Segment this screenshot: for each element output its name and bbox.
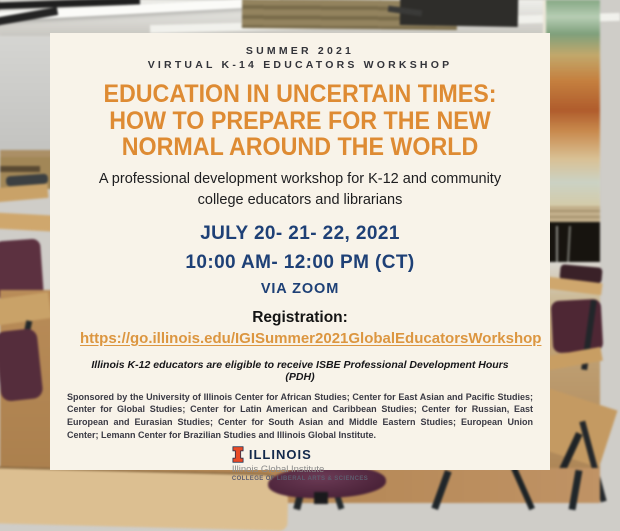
registration-label: Registration: <box>252 308 348 326</box>
eyebrow-season: SUMMER 2021 <box>245 45 355 57</box>
sponsors-text: Sponsored by the University of Illinois Center for African Studies; Center for East Asian and Pacific Studies; Center for Global Studies; Center for Latin American and Caribbean Studies; Center for Russian, East European and Eurasian Studies; Center for South Asian and Middle Eastern Studies; European Union Center; Lemann Center for Brazilian Studies and Illinois Global Institute. <box>67 391 533 440</box>
registration-link[interactable]: https://go.illinois.edu/IGISummer2021GlobalEducatorsWorkshop <box>80 329 542 347</box>
bg-wall-map <box>543 0 600 212</box>
illinois-logo-row <box>232 446 368 463</box>
bg-chair <box>0 328 44 402</box>
workshop-flyer-card <box>50 33 550 483</box>
bg-chalk-tray <box>0 150 52 157</box>
illinois-wordmark: ILLINOIS <box>248 447 312 463</box>
flyer-subtitle: A professional development workshop for K-12 and community college educators and librarians <box>98 170 502 208</box>
bg-chair-pedestal <box>314 492 328 504</box>
eyebrow-workshop: VIRTUAL K-14 EDUCATORS WORKSHOP <box>147 58 453 71</box>
bg-projection-screen <box>0 36 54 152</box>
event-dates: JULY 20- 21- 22, 2021 <box>200 222 400 244</box>
event-platform: VIA ZOOM <box>260 280 340 297</box>
bg-desk <box>0 213 52 232</box>
flyer-title <box>95 81 504 161</box>
bg-wall-slot <box>0 166 40 172</box>
bg-chalkboard-line <box>556 226 558 262</box>
event-time: 10:00 AM- 12:00 PM (CT) <box>185 251 415 273</box>
title-line: HOW TO PREPARE FOR THE NEW <box>109 106 491 135</box>
title-line: EDUCATION IN UNCERTAIN TIMES: <box>103 80 497 109</box>
bg-desk <box>0 184 49 202</box>
pdh-note: Illinois K-12 educators are eligible to receive ISBE Professional Development Hours (PDH) <box>91 358 509 383</box>
flyer-eyebrow <box>80 45 520 72</box>
illinois-global-institute-label: Illinois Global Institute <box>231 464 325 476</box>
college-label: COLLEGE OF LIBERAL ARTS & SCIENCES <box>231 476 369 483</box>
title-line: NORMAL AROUND THE WORLD <box>121 133 479 162</box>
block-i-logo-icon <box>232 446 244 463</box>
illinois-logo <box>232 446 368 482</box>
